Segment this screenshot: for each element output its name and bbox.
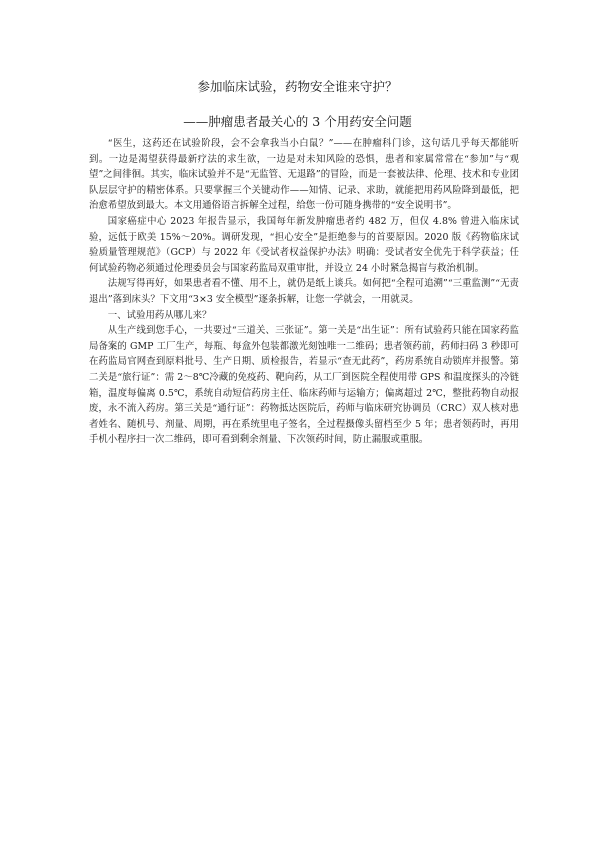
section-heading-1: 一、试验用药从哪儿来？ [107, 309, 212, 321]
document-title: 参加临床试验，药物安全谁来守护？ [197, 79, 398, 94]
document-body [89, 136, 519, 448]
paragraph-model-intro: 法规写得再好，如果患者看不懂、用不上，就仍是纸上谈兵。如何把“全程可追溯”“三重监测”“无责退出”落到床头？下文用“3×3 安全模型”逐条拆解，让您一学就会，一用就灵。 [89, 278, 519, 305]
paragraph-drug-source: 从生产线到您手心，一共要过“三道关、三张证”。第一关是“出生证”：所有试验药只能在国家药监局备案的 GMP 工厂生产，每瓶、每盒外包装都激光刻蚀唯一二维码；患者领药前，药师扫码 3 秒即可在药监局官网查到原料批号、生产日期、质检报告，若显示“查无此药”，药房系统自动锁库并报警。第二关是“旅行证”：需 2～8℃冷藏的免疫药、靶向药，从工厂到医院全程使用带 GPS 和温度探头的冷链箱，温度每偏离 0.5℃，系统自动短信药房主任、临床药师与运输方；偏离超过 2℃，整批药物自动报废，永不流入药房。第三关是“通行证”：药物抵达医院后，药师与临床研究协调员（CRC）双人核对患者姓名、随机号、剂量、周期，再在系统里电子签名，全过程摄像头留档至少 5 年；患者领药时，再用手机小程序扫一次二维码，即可看到剩余剂量、下次领药时间，防止漏服或重服。 [89, 325, 519, 446]
paragraph-intro: “医生，这药还在试验阶段，会不会拿我当小白鼠？”——在肿瘤科门诊，这句话几乎每天都能听到。一边是渴望获得最新疗法的求生欲，一边是对未知风险的恐惧，患者和家属常常在“参加”与“观望”之间徘徊。其实，临床试验并不是“无监管、无退路”的冒险，而是一套被法律、伦理、技术和专业团队层层守护的精密体系。只要掌握三个关键动作——知情、记录、求助，就能把用药风险降到最低，把治愈希望放到最大。本文用通俗语言拆解全过程，给您一份可随身携带的“安全说明书”。 [89, 138, 519, 212]
paragraph-statistics: 国家癌症中心 2023 年报告显示，我国每年新发肿瘤患者约 482 万，但仅 4.8% 曾进入临床试验，远低于欧美 15%～20%。调研发现，“担心安全”是拒绝参与的首要原因。2020 版《药物临床试验质量管理规范》（GCP）与 2022 年《受试者权益保护办法》明确：受试者安全优先于科学获益；任何试验药物必须通过伦理委员会与国家药监局双重审批，并设立 24 小时紧急揭盲与救治机制。 [89, 215, 519, 274]
document-subtitle: ——肿瘤患者最关心的 3 个用药安全问题 [183, 114, 412, 129]
